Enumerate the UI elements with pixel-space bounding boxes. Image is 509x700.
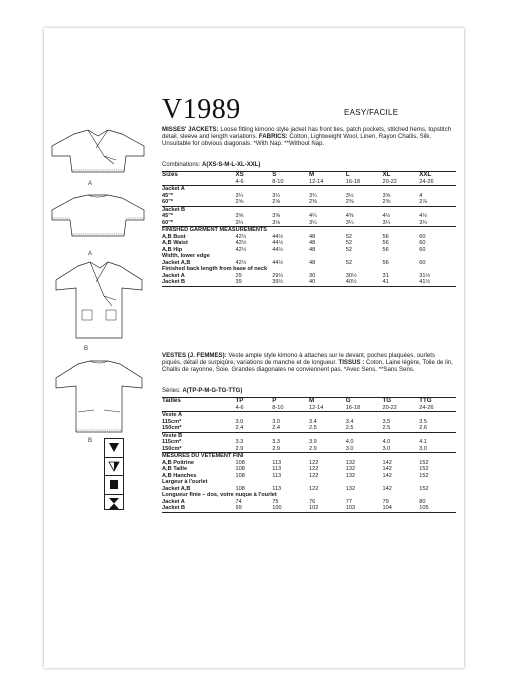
section-title: Width, lower edge	[162, 253, 210, 259]
value-cell: 2⅜	[345, 199, 354, 205]
value-cell: 60	[419, 240, 426, 246]
value-cell: 42½	[235, 233, 247, 240]
figure-label-b-front: B	[84, 346, 89, 352]
sizes-header-row	[162, 172, 456, 179]
size-cell: TP	[236, 398, 273, 405]
value-cell: 103	[346, 505, 383, 512]
value-cell: 39	[236, 279, 273, 286]
value-cell: 152	[419, 459, 429, 466]
square-icon	[105, 476, 123, 495]
tailles-label: Tailles	[162, 398, 236, 405]
value-cell: 52	[345, 240, 352, 246]
value-cell: 104	[383, 505, 420, 512]
value-cell: 3.4	[309, 418, 317, 425]
value-cell: 4.0	[382, 439, 391, 445]
value-cell: 80	[419, 498, 426, 505]
value-cell: 2⅜	[309, 199, 317, 205]
value-cell: 2.9	[272, 445, 281, 452]
figure-label-a-front: A	[88, 181, 93, 187]
value-cell: 113	[272, 466, 282, 472]
value-cell: 4¼	[309, 213, 317, 219]
value-cell: 3¼	[345, 219, 354, 226]
series-value: A(TP-P-M-G-TG-TTG)	[182, 388, 243, 394]
value-cell: 44½	[272, 240, 284, 246]
value-cell: 122	[309, 459, 319, 466]
value-cell: 60	[419, 259, 426, 266]
value-cell: 3.3	[235, 439, 244, 445]
value-cell: 44½	[272, 246, 284, 253]
value-cell: 79	[382, 498, 389, 505]
section-title: Jacket B	[162, 206, 456, 213]
value-cell: 122	[309, 485, 319, 492]
value-cell: 3¼	[382, 219, 391, 226]
value-cell: 3⅝	[382, 192, 391, 199]
section-title-row	[162, 432, 456, 439]
value-cell: 42½	[235, 259, 247, 266]
value-cell: 31½	[419, 272, 431, 279]
size-range-cell: 20-22	[383, 405, 420, 412]
value-cell: 152	[419, 472, 429, 479]
value-cell: 100	[272, 505, 309, 512]
section-title: Veste B	[162, 432, 456, 439]
size-cell: TG	[383, 398, 420, 405]
value-cell: 3.5	[419, 418, 428, 425]
value-cell: 60	[419, 246, 426, 253]
difficulty-label: EASY/FACILE	[344, 108, 399, 117]
figure-label-a-back: A	[88, 251, 93, 257]
value-cell: 29	[235, 272, 242, 279]
value-cell: 56	[382, 259, 389, 266]
value-cell: 3.0	[235, 418, 244, 425]
value-cell: 142	[382, 459, 392, 466]
size-cell: M	[309, 172, 346, 179]
section-title: MESURES DU VÊTEMENT FINI	[162, 453, 456, 460]
section-title-row	[162, 227, 456, 234]
size-range-row	[162, 179, 456, 186]
section-title: Finished back length from base of neck	[162, 266, 268, 272]
row-label: A,B Taille	[162, 466, 188, 472]
value-cell: 42½	[235, 246, 247, 253]
value-cell: 102	[309, 505, 346, 512]
size-cell: XL	[383, 172, 420, 179]
english-table	[162, 171, 456, 287]
value-cell: 75	[272, 498, 279, 505]
row-label: A,B Bust	[162, 233, 186, 240]
value-cell: 142	[382, 485, 392, 492]
row-label: 60"*	[162, 199, 174, 205]
section-title: Jacket A	[162, 186, 185, 192]
size-cell: P	[272, 398, 309, 405]
value-cell: 108	[235, 466, 245, 472]
row-label: 60"*	[162, 219, 174, 226]
value-cell: 39½	[272, 279, 309, 286]
row-label: Jacket A	[162, 272, 185, 279]
fr-fabrics-body: Coton, Laine légère, Toile de lin, Challis de rayonne, Soie. Grandes diagonales ne conviennent pas. *Avec Sens. **Sans Sens.	[162, 359, 453, 374]
size-range-cell: 24-26	[419, 405, 456, 412]
section-title-row	[162, 186, 456, 193]
size-range-cell: 4-6	[236, 405, 273, 412]
size-range-cell: 16-18	[346, 405, 383, 412]
value-cell: 3.0	[272, 418, 281, 425]
fr-fabrics-title: TISSUS :	[338, 359, 365, 367]
size-range-cell: 8-10	[272, 179, 309, 186]
row-label: 45"*	[162, 213, 174, 219]
table-row	[162, 446, 456, 453]
value-cell: 4½	[419, 213, 428, 219]
value-cell: 41	[383, 279, 420, 286]
value-cell: 40	[309, 279, 346, 286]
value-cell: 3¼	[309, 219, 317, 226]
value-cell: 52	[345, 233, 352, 240]
value-cell: 41½	[419, 279, 456, 286]
section-title-row	[162, 206, 456, 213]
value-cell: 60	[419, 233, 426, 240]
triangle-down-icon	[105, 439, 123, 458]
value-cell: 31	[382, 272, 389, 279]
value-cell: 3.5	[382, 418, 391, 425]
row-label: Jacket A	[162, 498, 185, 505]
value-cell: 40½	[346, 279, 383, 286]
value-cell: 44½	[272, 233, 284, 240]
row-label: A,B Poitrine	[162, 459, 195, 466]
value-cell: 2⅝	[272, 199, 281, 205]
value-cell: 48	[309, 259, 316, 266]
value-cell: 48	[309, 233, 316, 240]
section-title: Veste A	[162, 412, 183, 418]
row-label: Jacket B	[162, 505, 236, 512]
figure-label-b-back: B	[88, 438, 93, 444]
value-cell: 3¼	[419, 219, 428, 226]
row-label: 115cm*	[162, 439, 182, 445]
value-cell: 132	[345, 466, 356, 472]
value-cell: 152	[419, 485, 429, 492]
table-row	[162, 199, 456, 206]
value-cell: 3½	[345, 192, 354, 199]
value-cell: 3¾	[309, 192, 317, 199]
series-label: Séries:	[162, 388, 183, 394]
value-cell: 3⅛	[272, 219, 281, 226]
fr-desc-body: Veste ample style kimono à attaches sur le devant, poches plaquées, ourlets piqués, détail de surpiqûre, variations de manche et de longueur.	[162, 352, 435, 367]
french-table	[162, 397, 456, 513]
value-cell: 132	[345, 459, 356, 466]
table-row	[162, 279, 456, 286]
size-range-cell: 20-22	[383, 179, 420, 186]
value-cell: 4½	[382, 213, 391, 219]
row-label: Jacket A,B	[162, 259, 191, 266]
value-cell: 42½	[235, 240, 247, 246]
value-cell: 122	[309, 472, 319, 479]
value-cell: 142	[382, 472, 392, 479]
desc-title: MISSES' JACKETS:	[162, 126, 219, 133]
value-cell: 2.4	[272, 425, 281, 431]
fabrics-title: FABRICS:	[258, 133, 288, 141]
pattern-envelope-back	[44, 28, 464, 668]
row-label: A,B Hip	[162, 246, 183, 253]
jacket-a-front-drawing	[44, 126, 154, 187]
row-label: 150cm*	[162, 445, 182, 452]
hourglass-icon	[105, 495, 123, 513]
value-cell: 52	[345, 246, 352, 253]
value-cell: 3.0	[419, 445, 428, 452]
desc-body: Loose fitting kimono style jacket has front ties, patch pockets, stitched hems, topstitch detail, sleeve and length variations.	[162, 126, 452, 141]
value-cell: 2.9	[235, 445, 244, 452]
row-label: 45"*	[162, 192, 174, 199]
value-cell: 132	[345, 472, 356, 479]
value-cell: 56	[382, 240, 389, 246]
value-cell: 2⅜	[382, 199, 391, 205]
value-cell: 4⅜	[345, 213, 354, 219]
size-cell: M	[309, 398, 346, 405]
section-title-row	[162, 412, 456, 419]
value-cell: 76	[309, 498, 316, 505]
value-cell: 3.4	[345, 418, 354, 425]
value-cell: 2.5	[382, 425, 391, 431]
value-cell: 56	[382, 246, 389, 253]
jacket-a-back-drawing	[44, 190, 154, 257]
size-cell: G	[346, 398, 383, 405]
combinations-value: A(XS-S-M-L-XL-XXL)	[202, 162, 261, 168]
value-cell: 142	[382, 466, 392, 472]
value-cell: 113	[272, 459, 282, 466]
value-cell: 30½	[345, 272, 357, 279]
value-cell: 105	[419, 505, 456, 512]
value-cell: 52	[345, 259, 352, 266]
section-title-row	[162, 453, 456, 460]
jacket-b-front-drawing	[44, 258, 154, 352]
value-cell: 77	[345, 498, 352, 505]
jacket-b-back-drawing	[44, 356, 154, 444]
value-cell: 108	[235, 485, 245, 492]
size-cell: XXL	[419, 172, 456, 179]
value-cell: 4	[419, 192, 423, 199]
value-cell: 152	[419, 466, 429, 472]
value-cell: 2.5	[345, 425, 354, 431]
tailles-header-row	[162, 398, 456, 405]
english-size-chart	[162, 171, 456, 287]
value-cell: 3.3	[272, 439, 281, 445]
value-cell: 56	[382, 233, 389, 240]
size-cell: XS	[236, 172, 273, 179]
french-size-chart	[162, 397, 456, 513]
value-cell: 4.1	[419, 439, 428, 445]
fabrics-body: Cotton, Lightweight Wool, Linen, Rayon Challis, Silk. Unsuitable for obvious diagonals. *With Nap. **Without Nap.	[162, 133, 432, 148]
section-title: FINISHED GARMENT MEASUREMENTS	[162, 227, 456, 234]
value-cell: 74	[235, 498, 242, 505]
table-row	[162, 505, 456, 512]
value-cell: 2.4	[235, 425, 244, 431]
size-cell: L	[346, 172, 383, 179]
english-description	[162, 126, 456, 148]
size-range-cell: 16-18	[346, 179, 383, 186]
value-cell: 2⅞	[419, 199, 428, 205]
value-cell: 2.5	[309, 425, 317, 431]
size-range-cell: 8-10	[272, 405, 309, 412]
fabric-layout-symbols	[104, 438, 124, 510]
triangle-down-half-icon	[105, 458, 123, 477]
value-cell: 113	[272, 485, 282, 492]
value-cell: 3⅝	[235, 213, 244, 219]
value-cell: 108	[235, 472, 245, 479]
row-label: Jacket B	[162, 279, 236, 286]
row-label: A,B Waist	[162, 240, 188, 246]
value-cell: 2⅝	[235, 199, 244, 205]
row-label: Jacket A,B	[162, 485, 191, 492]
section-title: Largeur à l'ourlet	[162, 479, 208, 485]
size-range-cell: 12-14	[309, 179, 346, 186]
value-cell: 3⅝	[272, 213, 281, 219]
size-range-cell: 24-26	[419, 179, 456, 186]
value-cell: 29½	[272, 272, 284, 279]
size-range-cell: 12-14	[309, 405, 346, 412]
value-cell: 2.9	[309, 445, 317, 452]
size-cell: S	[272, 172, 309, 179]
section-title: Longueur finie – dos, votre nuque à l'ourlet	[162, 492, 277, 498]
size-cell: TTG	[419, 398, 456, 405]
row-label: 115cm*	[162, 418, 182, 425]
value-cell: 99	[236, 505, 273, 512]
value-cell: 48	[309, 246, 316, 253]
fr-desc-title: VESTES (J. FEMMES):	[162, 352, 227, 359]
value-cell: 48	[309, 240, 316, 246]
value-cell: 3.0	[345, 445, 354, 452]
value-cell: 2.6	[419, 425, 428, 431]
value-cell: 3¼	[235, 219, 244, 226]
table-row	[162, 220, 456, 227]
value-cell: 44½	[272, 259, 284, 266]
row-label: 150cm*	[162, 425, 182, 431]
sizes-label: Sizes	[162, 172, 236, 179]
value-cell: 122	[309, 466, 319, 472]
value-cell: 3¼	[272, 192, 281, 199]
value-cell: 108	[235, 459, 245, 466]
combinations-label: Combinations:	[162, 162, 203, 168]
pattern-number: V1989	[162, 94, 241, 125]
french-description	[162, 352, 456, 374]
value-cell: 4.0	[345, 439, 354, 445]
value-cell: 113	[272, 472, 282, 479]
size-range-cell: 4-6	[236, 179, 273, 186]
combinations-line	[162, 162, 456, 168]
value-cell: 3.9	[309, 439, 317, 445]
size-range-row	[162, 405, 456, 412]
technical-drawings	[44, 28, 154, 668]
value-cell: 30	[309, 272, 316, 279]
value-cell: 132	[345, 485, 356, 492]
table-row	[162, 425, 456, 432]
series-line	[162, 388, 456, 394]
row-label: A,B Hanches	[162, 472, 197, 479]
value-cell: 3.0	[382, 445, 391, 452]
value-cell: 3¼	[235, 192, 244, 199]
